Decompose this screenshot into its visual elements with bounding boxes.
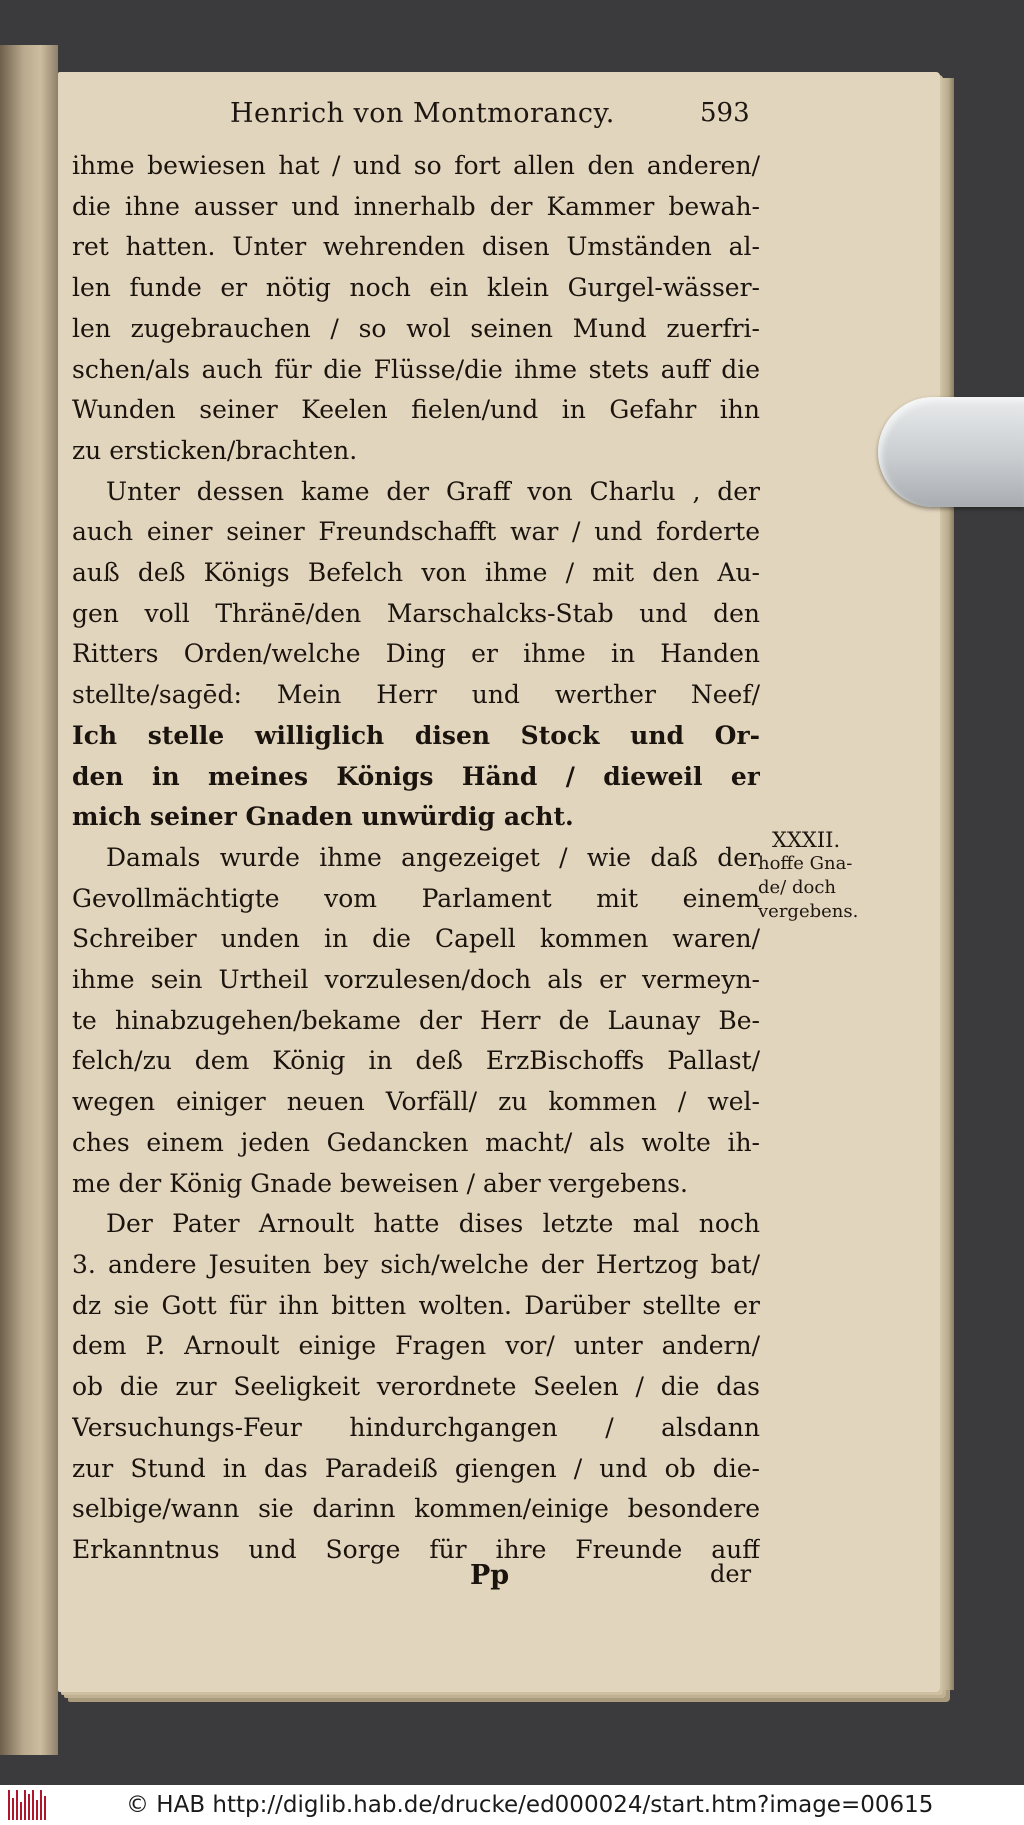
text-line: gen voll Thränē/den Marschalcks-Stab und den xyxy=(72,598,760,628)
text-line: Wunden seiner Keelen fielen/und in Gefahr ihn xyxy=(72,395,760,425)
text-line: zur Stund in das Paradeiß giengen / und ob die- xyxy=(72,1453,760,1483)
text-line: zu ersticken/brachten. xyxy=(72,435,358,465)
text-line: den in meines Königs Händ / dieweil er xyxy=(72,761,760,791)
body-text xyxy=(72,146,760,1571)
text-line: me der König Gnade beweisen / aber vergebens. xyxy=(72,1168,688,1198)
text-line: die ihne ausser und innerhalb der Kammer bewah- xyxy=(72,191,760,221)
text-line: te hinabzugehen/bekame der Herr de Launay Be- xyxy=(72,1005,760,1035)
text-line: auß deß Königs Befelch von ihme / mit den Au- xyxy=(72,558,760,588)
text-line: wegen einiger neuen Vorfäll/ zu kommen / wel- xyxy=(72,1087,760,1117)
text-line: selbige/wann sie darinn kommen/einige besondere xyxy=(72,1494,760,1524)
text-line: dem P. Arnoult einige Fragen vor/ unter andern/ xyxy=(72,1331,760,1361)
text-line: Unter dessen kame der Graff von Charlu , der xyxy=(106,476,760,506)
text-line: ob die zur Seeligkeit verordnete Seelen / die das xyxy=(72,1372,760,1402)
text-line: Versuchungs-Feur hindurchgangen / alsdann xyxy=(72,1412,760,1442)
footer-credit-link[interactable]: © HAB http://diglib.hab.de/drucke/ed000024/start.htm?image=00615 xyxy=(126,1792,934,1818)
text-line: schen/als auch für die Flüsse/die ihme stets auff die xyxy=(72,354,760,384)
text-line: Damals wurde ihme angezeiget / wie daß der xyxy=(106,842,760,872)
margin-note-line: hoffe Gna- xyxy=(758,853,853,874)
margin-note-line: de/ doch xyxy=(758,877,836,898)
text-line: 3. andere Jesuiten bey sich/welche der Hertzog bat/ xyxy=(72,1249,760,1279)
text-line: ihme sein Urtheil vorzulesen/doch als er vermeyn- xyxy=(72,965,760,995)
text-line: Ich stelle williglich disen Stock und Or- xyxy=(72,720,760,750)
signature-mark: Pp xyxy=(470,1560,510,1591)
text-line: felch/zu dem König in deß ErzBischoffs Pallast/ xyxy=(72,1046,760,1076)
running-head: Henrich von Montmorancy. xyxy=(230,98,615,129)
footer-bar xyxy=(0,1785,1024,1825)
text-line: dz sie Gott für ihn bitten wolten. Darüber stellte er xyxy=(72,1290,760,1320)
page-number: 593 xyxy=(700,98,750,128)
text-line: ches einem jeden Gedancken macht/ als wolte ih- xyxy=(72,1127,760,1157)
text-line: Ritters Orden/welche Ding er ihme in Handen xyxy=(72,639,760,669)
text-line: Schreiber unden in die Capell kommen waren/ xyxy=(72,924,760,954)
margin-note-number: XXXII. xyxy=(772,828,841,852)
catchword: der xyxy=(710,1560,752,1588)
text-line: mich seiner Gnaden unwürdig acht. xyxy=(72,802,574,832)
text-line: len funde er nötig noch ein klein Gurgel-wässer- xyxy=(72,273,760,303)
text-line: ihme bewiesen hat / und so fort allen den anderen/ xyxy=(72,151,760,180)
page-clip xyxy=(878,397,1024,507)
text-line: auch einer seiner Freundschafft war / und forderte xyxy=(72,517,760,547)
text-line: Erkanntnus und Sorge für ihre Freunde auff xyxy=(72,1534,760,1564)
hab-logo-icon xyxy=(8,1790,48,1820)
facing-page-edge xyxy=(0,45,58,1755)
text-line: Gevollmächtigte vom Parlament mit einem xyxy=(72,883,760,913)
text-line: ret hatten. Unter wehrenden disen Umständen al- xyxy=(72,232,760,262)
text-line: stellte/sagēd: Mein Herr und werther Neef/ xyxy=(72,680,760,710)
text-line: len zugebrauchen / so wol seinen Mund zuerfri- xyxy=(72,313,760,343)
text-line: Der Pater Arnoult hatte dises letzte mal noch xyxy=(106,1209,760,1239)
margin-note-line: vergebens. xyxy=(758,901,859,922)
margin-note xyxy=(758,828,876,924)
